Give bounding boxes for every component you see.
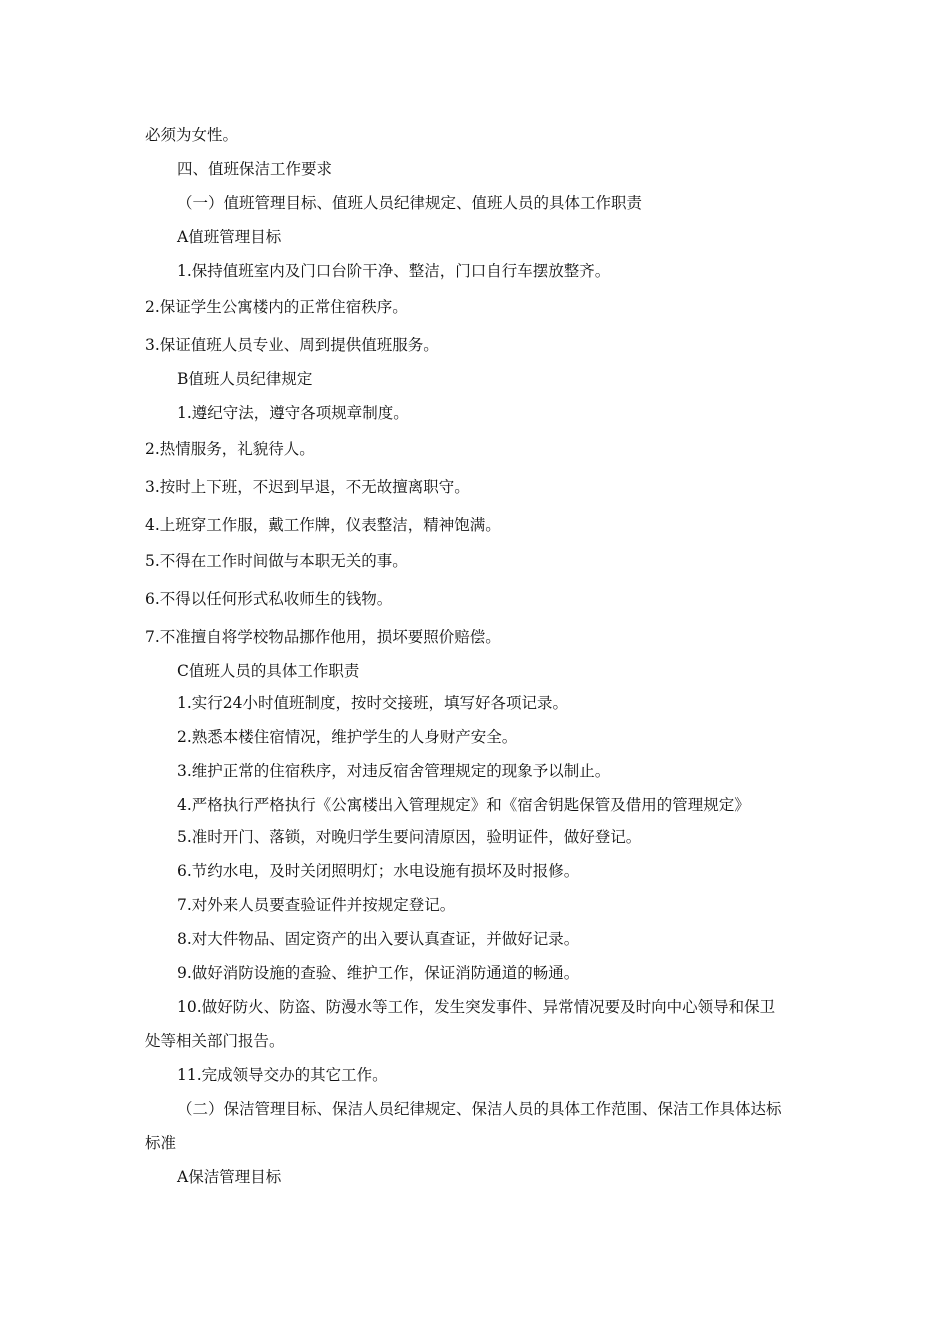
list-item: 7.不准擅自将学校物品挪作他用，损坏要照价赔偿。 — [145, 628, 501, 646]
list-item: 8.对大件物品、固定资产的出入要认真查证，并做好记录。 — [177, 930, 580, 948]
subsection-heading: A值班管理目标 — [177, 228, 282, 246]
list-item: 3.保证值班人员专业、周到提供值班服务。 — [145, 336, 439, 354]
list-item: 5.不得在工作时间做与本职无关的事。 — [145, 552, 408, 570]
subsection-heading-continuation: 标准 — [145, 1134, 177, 1152]
list-item: 6.不得以任何形式私收师生的钱物。 — [145, 590, 393, 608]
list-item: 5.准时开门、落锁，对晚归学生要问清原因，验明证件，做好登记。 — [177, 828, 642, 846]
text-line: 必须为女性。 — [145, 126, 239, 144]
list-item: 2.热情服务，礼貌待人。 — [145, 440, 315, 458]
list-item: 1.实行24小时值班制度，按时交接班，填写好各项记录。 — [177, 694, 569, 712]
list-item: 3.按时上下班，不迟到早退，不无故擅离职守。 — [145, 478, 470, 496]
subsection-heading: （一）值班管理目标、值班人员纪律规定、值班人员的具体工作职责 — [177, 194, 643, 212]
list-item: 2.熟悉本楼住宿情况，维护学生的人身财产安全。 — [177, 728, 518, 746]
subsection-heading: （二）保洁管理目标、保洁人员纪律规定、保洁人员的具体工作范围、保洁工作具体达标 — [177, 1100, 782, 1118]
list-item: 1.遵纪守法，遵守各项规章制度。 — [177, 404, 409, 422]
list-item: 3.维护正常的住宿秩序，对违反宿舍管理规定的现象予以制止。 — [177, 762, 611, 780]
subsection-heading: B值班人员纪律规定 — [177, 370, 313, 388]
section-heading: 四、值班保洁工作要求 — [177, 160, 333, 178]
list-item: 10.做好防火、防盗、防漫水等工作，发生突发事件、异常情况要及时向中心领导和保卫 — [177, 998, 776, 1016]
list-item: 6.节约水电，及时关闭照明灯；水电设施有损坏及时报修。 — [177, 862, 580, 880]
subsection-heading: A保洁管理目标 — [177, 1168, 282, 1186]
list-item: 4.上班穿工作服，戴工作牌，仪表整洁，精神饱满。 — [145, 516, 501, 534]
list-item-continuation: 处等相关部门报告。 — [145, 1032, 285, 1050]
list-item: 1.保持值班室内及门口台阶干净、整洁，门口自行车摆放整齐。 — [177, 262, 611, 280]
list-item: 4.严格执行严格执行《公寓楼出入管理规定》和《宿舍钥匙保管及借用的管理规定》 — [177, 796, 750, 814]
list-item: 11.完成领导交办的其它工作。 — [177, 1066, 388, 1084]
subsection-heading: C值班人员的具体工作职责 — [177, 662, 360, 680]
list-item: 7.对外来人员要查验证件并按规定登记。 — [177, 896, 456, 914]
list-item: 9.做好消防设施的查验、维护工作，保证消防通道的畅通。 — [177, 964, 580, 982]
list-item: 2.保证学生公寓楼内的正常住宿秩序。 — [145, 298, 408, 316]
